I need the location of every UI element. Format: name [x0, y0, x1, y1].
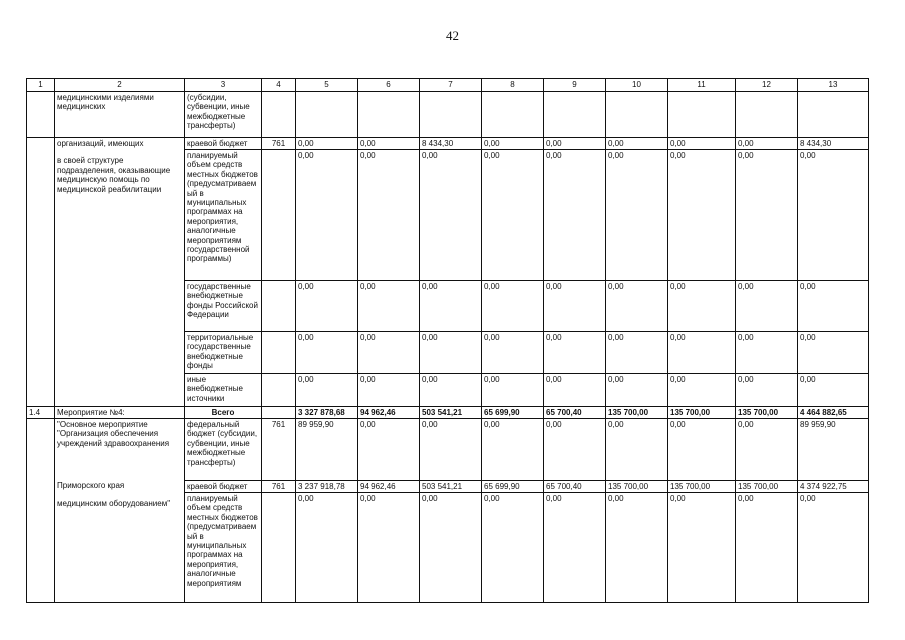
value-cell: 89 959,90	[798, 419, 869, 481]
code-cell: 761	[262, 481, 296, 493]
value-cell: 135 700,00	[736, 407, 798, 419]
value-cell: 65 700,40	[544, 407, 606, 419]
funding-source-cell: Всего	[185, 407, 262, 419]
value-cell: 0,00	[544, 138, 606, 150]
table-row	[27, 407, 869, 419]
header-row	[27, 79, 869, 92]
table-row	[27, 92, 869, 138]
value-cell: 0,00	[736, 138, 798, 150]
value-cell: 0,00	[358, 150, 420, 281]
value-cell: 0,00	[544, 374, 606, 407]
value-cell: 0,00	[296, 374, 358, 407]
value-cell: 0,00	[606, 281, 668, 332]
value-cell: 503 541,21	[420, 481, 482, 493]
activity-name-line: "Основное мероприятие "Организация обеспечения учреждений здравоохранения	[57, 420, 170, 448]
value-cell	[544, 92, 606, 138]
activity-name-cell: медицинскими изделиями медицинских	[55, 92, 185, 138]
code-cell	[262, 493, 296, 603]
value-cell: 0,00	[358, 138, 420, 150]
code-cell	[262, 92, 296, 138]
value-cell: 0,00	[544, 419, 606, 481]
value-cell: 0,00	[482, 332, 544, 374]
funding-source-cell: краевой бюджет	[185, 138, 262, 150]
value-cell: 0,00	[668, 332, 736, 374]
activity-name-cell	[55, 419, 185, 603]
value-cell	[358, 92, 420, 138]
header-cell: 2	[55, 79, 185, 92]
value-cell: 0,00	[736, 374, 798, 407]
value-cell: 0,00	[482, 138, 544, 150]
value-cell: 135 700,00	[668, 481, 736, 493]
header-cell: 11	[668, 79, 736, 92]
value-cell: 4 374 922,75	[798, 481, 869, 493]
header-cell: 7	[420, 79, 482, 92]
header-cell: 12	[736, 79, 798, 92]
value-cell: 0,00	[798, 281, 869, 332]
value-cell: 0,00	[420, 493, 482, 603]
value-cell: 0,00	[798, 493, 869, 603]
value-cell: 0,00	[420, 332, 482, 374]
value-cell	[482, 92, 544, 138]
header-cell: 1	[27, 79, 55, 92]
value-cell: 0,00	[358, 281, 420, 332]
value-cell: 8 434,30	[420, 138, 482, 150]
value-cell: 3 327 878,68	[296, 407, 358, 419]
value-cell: 0,00	[668, 493, 736, 603]
value-cell: 0,00	[668, 281, 736, 332]
value-cell: 0,00	[606, 332, 668, 374]
value-cell: 135 700,00	[736, 481, 798, 493]
value-cell: 135 700,00	[668, 407, 736, 419]
value-cell: 0,00	[482, 374, 544, 407]
value-cell	[420, 92, 482, 138]
header-cell: 6	[358, 79, 420, 92]
value-cell: 89 959,90	[296, 419, 358, 481]
number-cell: 1.4	[27, 407, 55, 419]
table-row	[27, 138, 869, 150]
value-cell: 0,00	[296, 332, 358, 374]
funding-source-cell: (субсидии, субвенции, иные межбюджетные трансферты)	[185, 92, 262, 138]
value-cell: 94 962,46	[358, 407, 420, 419]
activity-name-line: в своей структуре подразделения, оказывающие медицинскую помощь по медицинской реабилитации	[57, 156, 171, 194]
value-cell: 65 699,90	[482, 407, 544, 419]
value-cell: 0,00	[798, 332, 869, 374]
value-cell: 0,00	[798, 374, 869, 407]
value-cell: 0,00	[420, 419, 482, 481]
value-cell: 65 699,90	[482, 481, 544, 493]
funding-source-cell: краевой бюджет	[185, 481, 262, 493]
value-cell: 0,00	[420, 374, 482, 407]
budget-table	[26, 78, 869, 603]
value-cell: 94 962,46	[358, 481, 420, 493]
header-cell: 8	[482, 79, 544, 92]
header-cell: 13	[798, 79, 869, 92]
value-cell: 0,00	[668, 374, 736, 407]
number-cell	[27, 138, 55, 407]
funding-source-cell: планируемый объем средств местных бюджетов (предусматриваемый в муниципальных программах на мероприятия, аналогичные мероприятиям	[185, 493, 262, 603]
value-cell: 0,00	[606, 374, 668, 407]
value-cell: 0,00	[544, 332, 606, 374]
value-cell: 0,00	[482, 493, 544, 603]
value-cell: 0,00	[736, 281, 798, 332]
value-cell: 135 700,00	[606, 407, 668, 419]
value-cell	[736, 92, 798, 138]
value-cell: 503 541,21	[420, 407, 482, 419]
value-cell	[606, 92, 668, 138]
value-cell: 0,00	[544, 493, 606, 603]
value-cell: 0,00	[798, 150, 869, 281]
value-cell	[668, 92, 736, 138]
value-cell	[296, 92, 358, 138]
value-cell: 0,00	[482, 281, 544, 332]
table-row	[27, 419, 869, 481]
page-number: 42	[446, 28, 459, 43]
activity-name-line: организаций, имеющих	[57, 139, 144, 148]
header-cell: 4	[262, 79, 296, 92]
value-cell: 0,00	[736, 419, 798, 481]
value-cell: 0,00	[358, 419, 420, 481]
funding-source-cell: федеральный бюджет (субсидии, субвенции, иные межбюджетные трансферты)	[185, 419, 262, 481]
value-cell	[798, 92, 869, 138]
value-cell: 0,00	[420, 281, 482, 332]
value-cell: 8 434,30	[798, 138, 869, 150]
value-cell: 0,00	[482, 419, 544, 481]
code-cell: 761	[262, 138, 296, 150]
value-cell: 4 464 882,65	[798, 407, 869, 419]
activity-name-cell: Мероприятие №4:	[55, 407, 185, 419]
header-cell: 10	[606, 79, 668, 92]
value-cell: 0,00	[606, 150, 668, 281]
activity-name-cell	[55, 138, 185, 407]
value-cell: 0,00	[668, 138, 736, 150]
funding-source-cell: государственные внебюджетные фонды Российской Федерации	[185, 281, 262, 332]
value-cell: 135 700,00	[606, 481, 668, 493]
code-cell	[262, 332, 296, 374]
value-cell: 0,00	[296, 150, 358, 281]
code-cell	[262, 150, 296, 281]
funding-source-cell: планируемый объем средств местных бюджетов (предусматриваемый в муниципальных программах на мероприятия, аналогичные мероприятиям государственной программы)	[185, 150, 262, 281]
value-cell: 0,00	[358, 493, 420, 603]
code-cell	[262, 281, 296, 332]
code-cell: 761	[262, 419, 296, 481]
number-cell	[27, 92, 55, 138]
header-cell: 9	[544, 79, 606, 92]
value-cell: 0,00	[606, 493, 668, 603]
value-cell: 0,00	[736, 150, 798, 281]
value-cell: 0,00	[544, 150, 606, 281]
value-cell: 0,00	[736, 493, 798, 603]
value-cell: 0,00	[544, 281, 606, 332]
activity-name-line: медицинским оборудованием"	[57, 498, 171, 508]
value-cell: 0,00	[358, 332, 420, 374]
number-cell	[27, 419, 55, 603]
value-cell: 0,00	[668, 419, 736, 481]
activity-name-line: Приморского края	[57, 481, 125, 491]
value-cell: 0,00	[668, 150, 736, 281]
value-cell: 0,00	[606, 419, 668, 481]
funding-source-cell: территориальные государственные внебюджетные фонды	[185, 332, 262, 374]
value-cell: 0,00	[420, 150, 482, 281]
value-cell: 0,00	[296, 281, 358, 332]
value-cell: 0,00	[736, 332, 798, 374]
value-cell: 65 700,40	[544, 481, 606, 493]
value-cell: 0,00	[296, 138, 358, 150]
value-cell: 0,00	[606, 138, 668, 150]
value-cell: 3 237 918,78	[296, 481, 358, 493]
funding-source-cell: иные внебюджетные источники	[185, 374, 262, 407]
header-cell: 3	[185, 79, 262, 92]
value-cell: 0,00	[358, 374, 420, 407]
code-cell	[262, 374, 296, 407]
value-cell: 0,00	[482, 150, 544, 281]
header-cell: 5	[296, 79, 358, 92]
code-cell	[262, 407, 296, 419]
value-cell: 0,00	[296, 493, 358, 603]
